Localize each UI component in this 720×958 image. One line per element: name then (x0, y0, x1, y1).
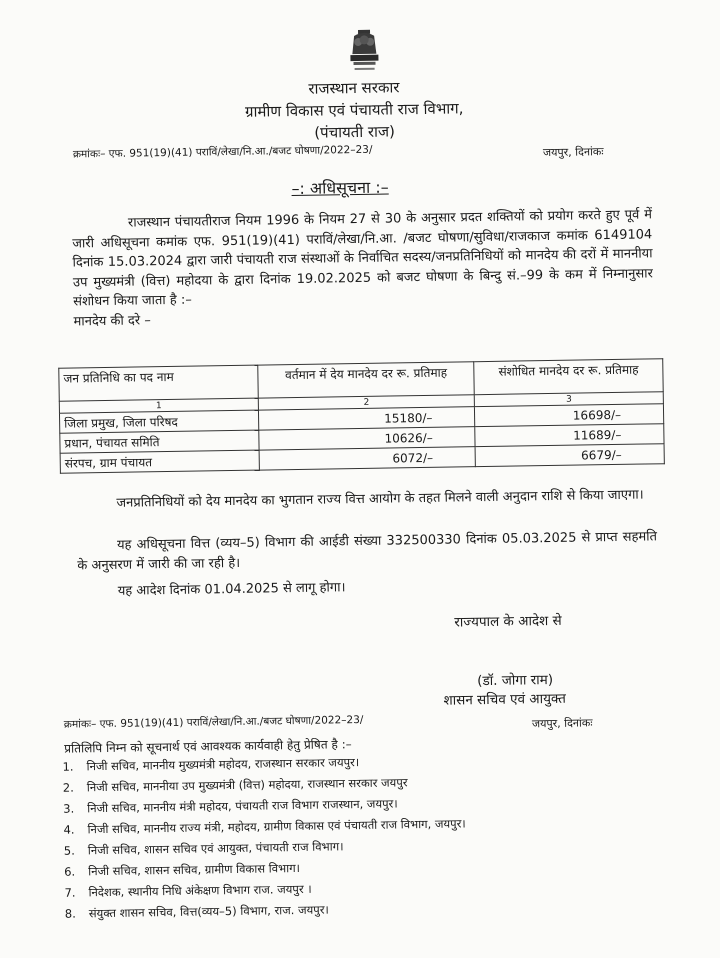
signatory-designation: शासन सचिव एवं आयुक्त (443, 690, 567, 709)
recipient-list (62, 750, 467, 924)
col-number: 2 (258, 395, 475, 410)
item-number: 2. (62, 780, 74, 795)
item-number: 6. (64, 864, 76, 879)
sub-department: (पंचायती राज) (314, 122, 396, 142)
state-emblem-icon (336, 27, 393, 74)
govt-name: राजस्थान सरकार (308, 78, 400, 98)
item-text: निजी सचिव, माननीय मंत्री महोदय, पंचायती राज विभाग राजस्थान, जयपुर। (87, 796, 398, 816)
item-number: 1. (62, 759, 74, 774)
copy-reference-number: क्रमांकः– एफ. 951(19)(41) पराविं/लेखा/नि.आ./बजट घोषणा/2022–23/ (63, 713, 364, 731)
item-number: 4. (63, 822, 75, 837)
item-text: निजी सचिव, शासन सचिव एवं आयुक्त, पंचायती राज विभाग। (87, 839, 344, 858)
item-text: निजी सचिव, माननीय राज्य मंत्री, महोदय, ग्रामीण विकास एवं पंचायती राज विभाग, जयपुर। (87, 816, 466, 837)
place-date: जयपुर, दिनांकः (542, 145, 604, 160)
header-current-rate: वर्तमान में देय मानदेय दर रू. प्रतिमाह (258, 362, 475, 398)
post-cell: जिला प्रमुख, जिला परिषद (59, 410, 258, 433)
copy-place-date: जयपुर, दिनांकः (531, 716, 593, 731)
post-cell: संरपच, ग्राम पंचायत (60, 450, 259, 473)
rates-label: मानदेय की दरे – (73, 312, 151, 329)
rates-table (58, 358, 665, 473)
revised-rate-cell: 16698/– (475, 404, 664, 427)
col-number: 3 (475, 392, 664, 407)
item-number: 7. (64, 885, 76, 900)
paragraph-2: जनप्रतिनिधियों को देय मानदेय का भुगतान राज्य वित्त आयोग के तहत मिलने वाली अनुदान राशि से किया जाएगा। (116, 487, 644, 511)
item-number: 5. (63, 843, 75, 858)
current-rate-cell: 15180/– (258, 407, 475, 430)
governor-order-line: राज्यपाल के आदेश से (454, 612, 562, 631)
item-text: निदेशक, स्थानीय निधि अंकेक्षण विभाग राज. जयपुर । (88, 881, 312, 900)
item-text: निजी सचिव, माननीया उप मुख्यमंत्री (वित्त) महोदया, राजस्थान सरकार जयपुर (86, 775, 408, 795)
paragraph-3: यह अधिसूचना वित्त (व्यय–5) विभाग की आईडी संख्या 332500330 दिनांक 05.03.2025 से प्राप्त सहमति के अनुसरण में जारी की जा रही है। (77, 529, 658, 573)
reference-number: क्रमांकः– एफ. 951(19)(41) पराविं/लेखा/नि.आ./बजट घोषणा/2022–23/ (72, 143, 373, 161)
item-number: 8. (64, 906, 76, 921)
department-name: ग्रामीण विकास एवं पंचायती राज विभाग, (244, 99, 464, 121)
current-rate-cell: 10626/– (259, 427, 476, 450)
revised-rate-cell: 6679/– (475, 444, 664, 467)
paragraph-1 (72, 205, 654, 331)
paragraph-4: यह आदेश दिनांक 01.04.2025 से लागू होगा। (117, 580, 346, 599)
header-post: जन प्रतिनिधि का पद नाम (59, 365, 258, 401)
item-text: निजी सचिव, माननीय मुख्यमंत्री महोदय, राजस्थान सरकार जयपुर। (86, 755, 360, 774)
copy-intro: प्रतिलिपि निम्न को सूचनार्थ एवं आवश्यक कार्यवाही हेतु प्रेषित है :– (64, 737, 352, 756)
notification-title: –: अधिसूचना :– (291, 177, 389, 199)
paragraph-1-text: राजस्थान पंचायतीराज नियम 1996 के नियम 27 से 30 के अनुसार प्रदत शक्तियों को प्रयोग करते हुए पूर्व में जारी अधिसूचना कमांक एफ. 951(19)(41) पराविं/लेखा/नि.आ. /बजट घोषणा/सुविधा/राजकाज कमांक 6149104 दिनांक 15.03.2024 द्वारा जारी पंचायती राज संस्थाओं के निर्वाचित सदस्य/जनप्रतिनिधियों को मानदेय की दरों में माननीया उप मुख्यमंत्री (वित्त) महोदया के द्वारा दिनांक 19.02.2025 को बजट घोषणा के बिन्दु सं.–99 के कम में निम्नानुसार संशोधन किया जाता है :– (72, 207, 653, 310)
post-cell: प्रधान, पंचायत समिति (60, 430, 259, 453)
col-number: 1 (59, 398, 258, 413)
revised-rate-cell: 11689/– (475, 424, 664, 447)
signatory-name: (डॉ. जोगा राम) (477, 671, 554, 690)
current-rate-cell: 6072/– (259, 447, 476, 470)
item-text: निजी सचिव, शासन सचिव, ग्रामीण विकास विभाग। (88, 860, 301, 879)
item-number: 3. (63, 801, 75, 816)
header-revised-rate: संशोधित मानदेय दर रू. प्रतिमाह (474, 359, 663, 395)
item-text: संयुक्त शासन सचिव, वित्त(व्यय–5) विभाग, राज. जयपुर। (88, 902, 329, 921)
